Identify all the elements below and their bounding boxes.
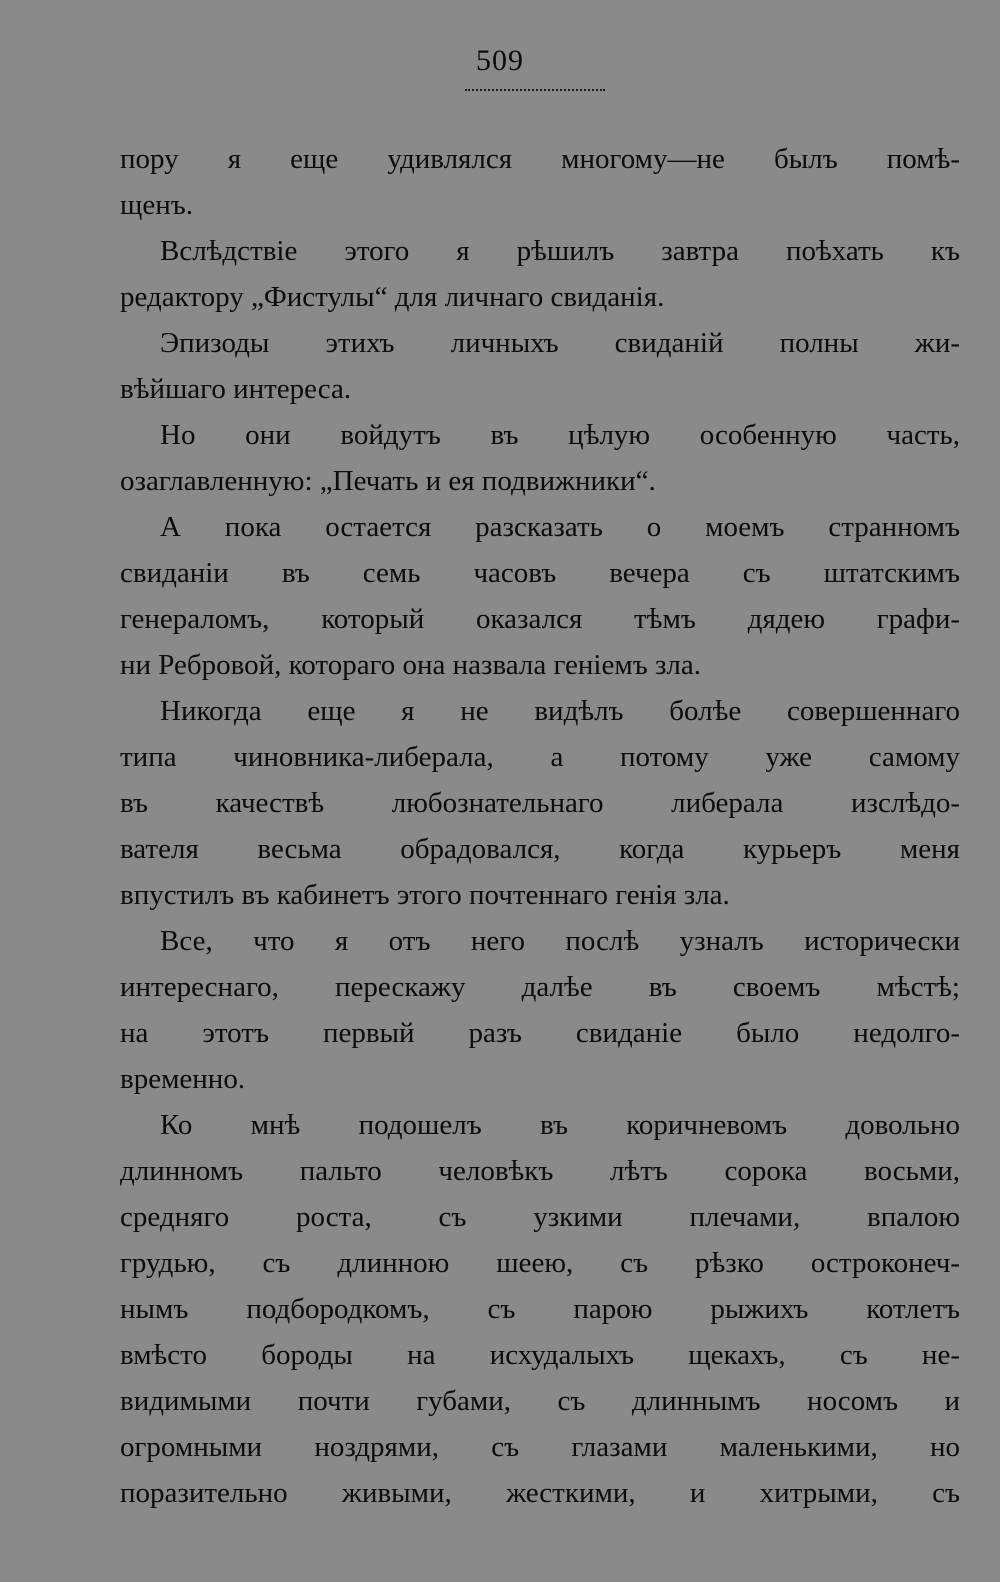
text-line: Эпизоды этихъ личныхъ свиданій полны жи- [160,327,960,359]
text-line: нымъ подбородкомъ, съ парою рыжихъ котлетъ [120,1293,960,1325]
text-line: А пока остается разсказать о моемъ странномъ [160,511,960,543]
text-line: на этотъ первый разъ свиданіе было недолго- [120,1017,960,1049]
text-line: ни Ребровой, котораго она назвала геніемъ зла. [120,649,701,681]
text-line: свиданіи въ семь часовъ вечера съ штатскимъ [120,557,960,589]
text-line: временно. [120,1063,246,1095]
text-line: вмѣсто бороды на исхудалыхъ щекахъ, съ не- [120,1339,960,1371]
header-rule [465,89,605,91]
text-line: Все, что я отъ него послѣ узналъ исторически [160,925,960,957]
text-line: Вслѣдствіе этого я рѣшилъ завтра поѣхать къ [160,235,960,267]
text-line: Никогда еще я не видѣлъ болѣе совершеннаго [160,695,960,727]
text-line: огромными ноздрями, съ глазами маленькими, но [120,1431,960,1463]
text-line: Ко мнѣ подошелъ въ коричневомъ довольно [160,1109,960,1141]
text-line: въ качествѣ любознательнаго либерала изслѣдо- [120,787,960,819]
text-line: средняго роста, съ узкими плечами, впалою [120,1201,960,1233]
text-line: поразительно живыми, жесткими, и хитрыми, съ [120,1477,960,1509]
text-line: впустилъ въ кабинетъ этого почтеннаго генія зла. [120,879,730,911]
text-line: длинномъ пальто человѣкъ лѣтъ сорока восьми, [120,1155,960,1187]
text-line: пору я еще удивлялся многому—не былъ помѣ- [120,143,960,175]
text-line: озаглавленную: „Печать и ея подвижники“. [120,465,656,497]
text-line: Но они войдутъ въ цѣлую особенную часть, [160,419,960,451]
text-line: щенъ. [120,189,193,221]
text-line: интереснаго, перескажу далѣе въ своемъ мѣстѣ; [120,971,960,1003]
body-text [120,136,960,1516]
text-line: грудью, съ длинною шеею, съ рѣзко остроконеч- [120,1247,960,1279]
text-line: редактору „Фистулы“ для личнаго свиданія. [120,281,665,313]
page-header [0,44,1000,82]
text-line: типа чиновника-либерала, а потому уже самому [120,741,960,773]
text-line: генераломъ, который оказался тѣмъ дядею графи- [120,603,960,635]
text-line: видимыми почти губами, съ длиннымъ носомъ и [120,1385,960,1417]
text-line: вателя весьма обрадовался, когда курьеръ меня [120,833,960,865]
page-number: 509 [476,44,524,77]
text-line: вѣйшаго интереса. [120,373,352,405]
